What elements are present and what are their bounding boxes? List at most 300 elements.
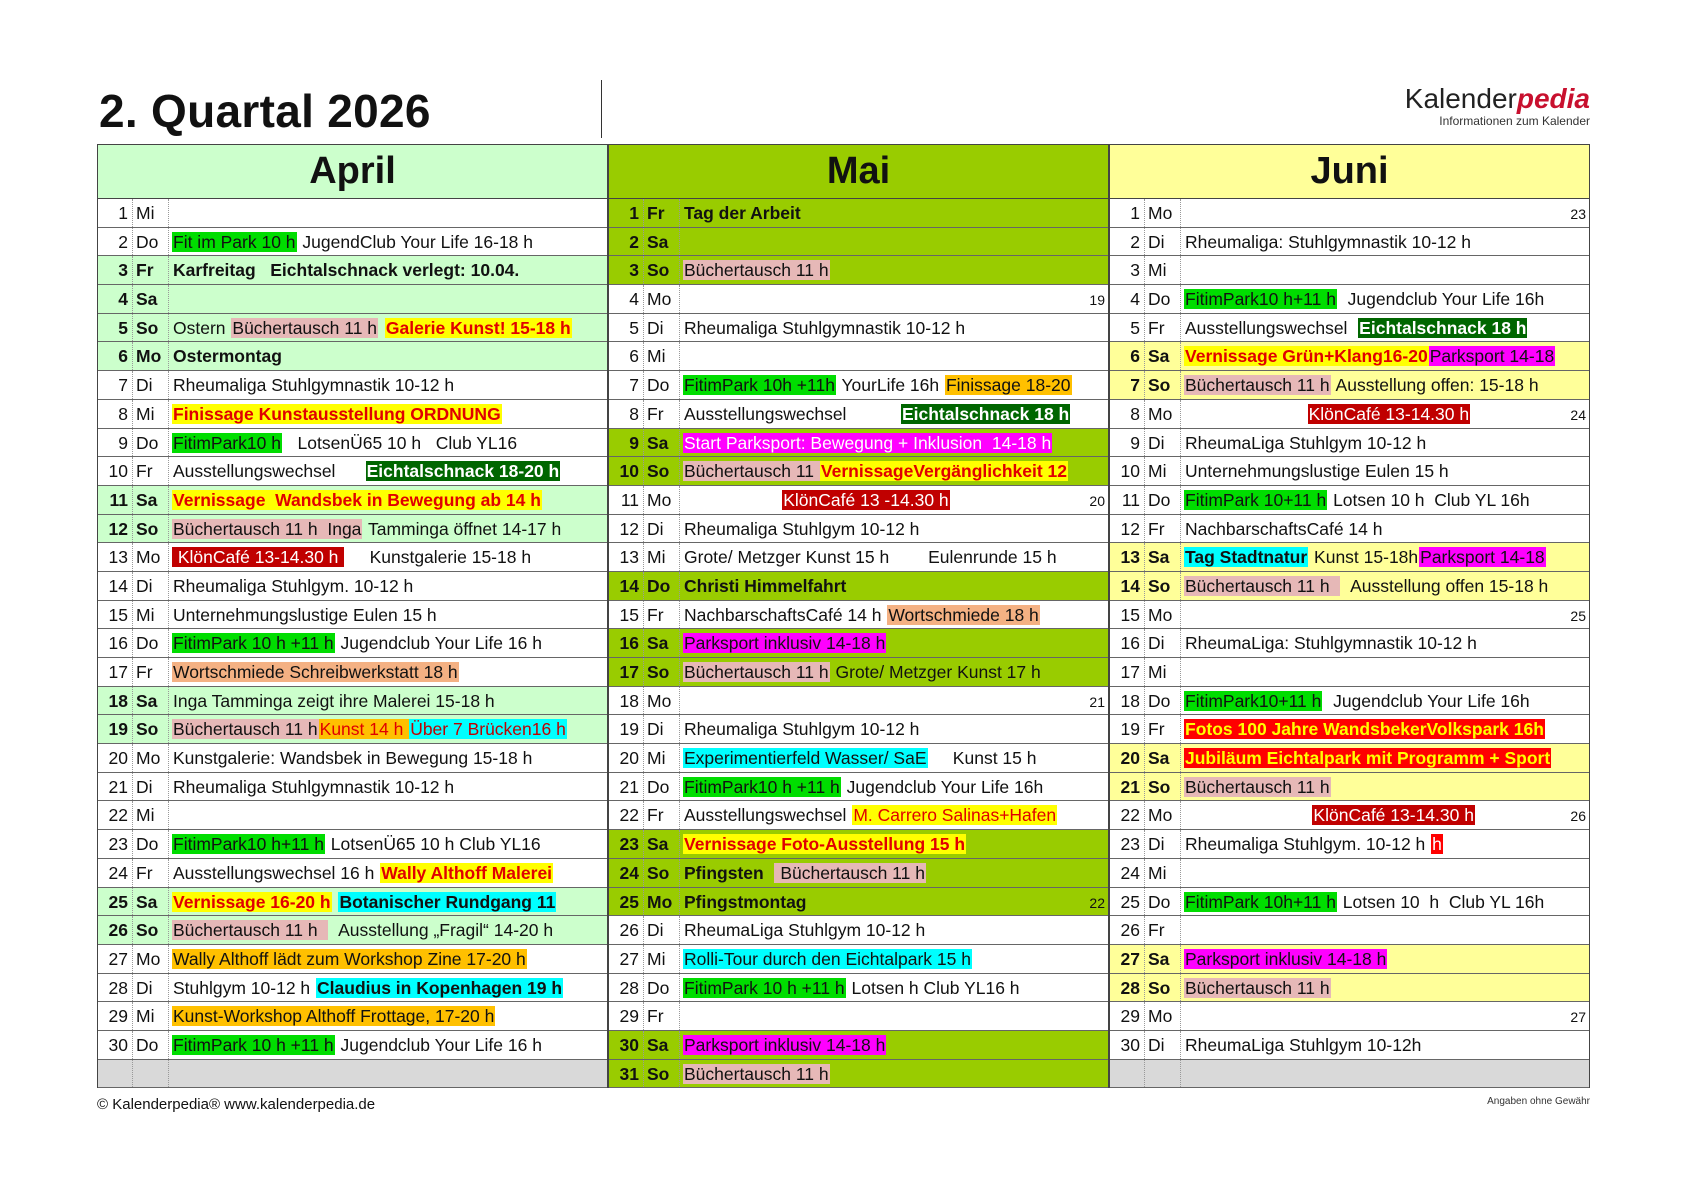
event-cell bbox=[168, 1031, 607, 1059]
event-cell bbox=[679, 859, 1108, 887]
day-number: 8 bbox=[118, 403, 128, 424]
event-text: Büchertausch 11 h bbox=[684, 662, 829, 682]
day-row bbox=[98, 916, 607, 945]
weekday: So bbox=[132, 916, 168, 944]
day-row bbox=[609, 371, 1108, 400]
day-number: 26 bbox=[98, 916, 132, 944]
event-text: Lotsen 10 h Club YL 16h bbox=[1328, 489, 1530, 510]
event-text: Rheumaliga Stuhlgymnastik 10-12 h bbox=[173, 776, 455, 797]
event-text: Eichtalschnack 18-20 h bbox=[366, 461, 560, 482]
day-row bbox=[1110, 486, 1589, 515]
day-number: 25 bbox=[609, 888, 643, 916]
weekday: Mo bbox=[1144, 801, 1180, 829]
day-number: 10 bbox=[1120, 461, 1140, 482]
event-cell bbox=[1180, 486, 1589, 514]
header bbox=[97, 80, 1590, 142]
event-text: Christi Himmelfahrt bbox=[684, 575, 847, 596]
day-row bbox=[98, 1002, 607, 1031]
event-text: Büchertausch 11 h bbox=[1185, 977, 1330, 998]
event-cell bbox=[168, 830, 607, 858]
event-cell bbox=[1180, 1002, 1589, 1030]
event-cell bbox=[168, 342, 607, 370]
day-row bbox=[609, 486, 1108, 515]
day-number: 9 bbox=[1130, 432, 1140, 453]
day-row bbox=[98, 744, 607, 773]
event-text: Jugendclub Your Life 16h bbox=[1337, 289, 1545, 310]
month-header: Juni bbox=[1110, 144, 1589, 199]
event-text: Rolli-Tour durch den Eichtalpark 15 h bbox=[684, 948, 971, 969]
day-number: 8 bbox=[629, 403, 639, 424]
event-text: FitimPark 10 h +11 h bbox=[173, 1034, 334, 1055]
event-text: Parksport 14-18 bbox=[1420, 547, 1545, 568]
weekday: Mo bbox=[132, 744, 168, 772]
event-text bbox=[683, 490, 782, 510]
event-text: Büchertausch 11 h bbox=[232, 317, 378, 338]
day-row bbox=[1110, 744, 1589, 773]
weekday: Mo bbox=[132, 342, 168, 370]
event-cell bbox=[1180, 801, 1589, 829]
day-number: 2 bbox=[1130, 231, 1140, 252]
weekday: Mo bbox=[1144, 601, 1180, 629]
day-row bbox=[98, 773, 607, 802]
weekday: Fr bbox=[1144, 314, 1180, 342]
event-text: Büchertausch 11 h bbox=[684, 1063, 829, 1084]
event-cell bbox=[679, 773, 1108, 801]
weekday: Mi bbox=[643, 945, 679, 973]
event-cell bbox=[1180, 916, 1589, 944]
weekday: Mi bbox=[1144, 457, 1180, 485]
event-text bbox=[378, 318, 385, 338]
day-number: 12 bbox=[1120, 518, 1140, 539]
event-cell bbox=[679, 888, 1108, 916]
event-cell bbox=[168, 256, 607, 284]
event-cell bbox=[168, 888, 607, 916]
day-row bbox=[609, 601, 1108, 630]
event-text: Jubiläum Eichtalpark mit Programm + Sport bbox=[1185, 748, 1551, 769]
event-text: LotsenÜ65 10 h Club YL16 bbox=[325, 834, 541, 855]
weekday: Mo bbox=[643, 285, 679, 313]
event-cell bbox=[1180, 859, 1589, 887]
day-number: 1 bbox=[118, 203, 128, 223]
weekday: Fr bbox=[132, 457, 168, 485]
event-cell bbox=[168, 945, 607, 973]
event-cell bbox=[679, 801, 1108, 829]
event-text: Büchertausch 11 h bbox=[173, 920, 328, 941]
event-text: Jugendclub Your Life 16h bbox=[1323, 690, 1530, 711]
day-number: 22 bbox=[108, 805, 128, 826]
event-cell bbox=[1180, 314, 1589, 342]
event-text: Büchertausch 11 h bbox=[1185, 375, 1330, 396]
day-number: 15 bbox=[1120, 604, 1140, 625]
day-row bbox=[1110, 1002, 1589, 1031]
weekday: Do bbox=[1144, 888, 1180, 916]
day-number: 18 bbox=[1120, 690, 1140, 711]
event-text: RheumaLiga Stuhlgym 10-12h bbox=[1185, 1034, 1422, 1055]
event-cell bbox=[1180, 1060, 1589, 1088]
day-number: 12 bbox=[98, 515, 132, 543]
day-number: 13 bbox=[619, 547, 639, 568]
event-text: Rheumaliga Stuhlgym 10-12 h bbox=[684, 518, 920, 539]
day-number: 11 bbox=[1121, 489, 1140, 510]
day-number: 20 bbox=[1110, 744, 1144, 772]
weekday: Sa bbox=[132, 888, 168, 916]
event-text: Wortschmiede Schreibwerkstatt 18 h bbox=[173, 662, 458, 682]
weekday: Di bbox=[643, 715, 679, 743]
month-column-juni bbox=[1109, 144, 1590, 1088]
day-row bbox=[1110, 515, 1589, 544]
weekday: Fr bbox=[643, 1002, 679, 1030]
day-number: 15 bbox=[619, 604, 639, 625]
event-text: Ausstellung „Fragil“ 14-20 h bbox=[329, 920, 554, 941]
event-text: Karfreitag Eichtalschnack verlegt: 10.04. bbox=[173, 260, 520, 281]
event-text: FitimPark10 h +11 h bbox=[684, 776, 840, 797]
event-cell bbox=[168, 916, 607, 944]
day-row bbox=[1110, 687, 1589, 716]
week-number: 24 bbox=[1570, 406, 1586, 423]
event-cell bbox=[168, 543, 607, 571]
footer-disclaimer: Angaben ohne Gewähr bbox=[1487, 1096, 1590, 1107]
event-cell bbox=[168, 515, 607, 543]
event-cell bbox=[168, 744, 607, 772]
event-cell bbox=[168, 1060, 607, 1088]
weekday: So bbox=[132, 515, 168, 543]
event-text: Ostern bbox=[173, 317, 231, 338]
day-row bbox=[609, 572, 1108, 601]
logo bbox=[1405, 84, 1590, 128]
weekday: Fr bbox=[1144, 515, 1180, 543]
weekday: Fr bbox=[132, 658, 168, 686]
day-row bbox=[609, 916, 1108, 945]
day-row bbox=[609, 945, 1108, 974]
day-number: 20 bbox=[619, 748, 639, 769]
day-number: 4 bbox=[1130, 289, 1140, 310]
event-cell bbox=[168, 859, 607, 887]
event-text: Ausstellung offen: 15-18 h bbox=[1331, 375, 1539, 396]
weekday: Mi bbox=[132, 199, 168, 227]
event-cell bbox=[1180, 429, 1589, 457]
weekday: So bbox=[132, 715, 168, 743]
footer bbox=[97, 1096, 1590, 1113]
day-row bbox=[1110, 658, 1589, 687]
day-row bbox=[609, 429, 1108, 458]
day-number: 28 bbox=[108, 977, 128, 998]
day-number: 30 bbox=[609, 1031, 643, 1059]
week-number: 27 bbox=[1570, 1009, 1586, 1026]
day-row bbox=[609, 400, 1108, 429]
weekday: Do bbox=[643, 974, 679, 1002]
event-cell bbox=[1180, 773, 1589, 801]
day-row bbox=[98, 199, 607, 228]
event-text: Eichtalschnack 18 h bbox=[901, 403, 1070, 424]
day-number: 2 bbox=[118, 231, 128, 252]
weekday: Do bbox=[132, 429, 168, 457]
day-row bbox=[98, 715, 607, 744]
event-cell bbox=[679, 515, 1108, 543]
weekday: Sa bbox=[1144, 342, 1180, 370]
event-text: Jugendclub Your Life 16 h bbox=[335, 1034, 542, 1055]
event-text: FitimPark 10 h +11 h bbox=[684, 977, 845, 998]
day-number: 21 bbox=[108, 776, 128, 797]
event-cell bbox=[679, 715, 1108, 743]
event-text: Rheumaliga: Stuhlgymnastik 10-12 h bbox=[1185, 231, 1471, 252]
event-text: Stuhlgym 10-12 h bbox=[173, 977, 316, 998]
event-text: LotsenÜ65 10 h Club YL16 bbox=[282, 432, 518, 453]
day-row bbox=[1110, 256, 1589, 285]
event-cell bbox=[1180, 945, 1589, 973]
event-cell bbox=[1180, 1031, 1589, 1059]
event-text: M. Carrero Salinas+Hafen bbox=[853, 805, 1057, 826]
weekday: Di bbox=[1144, 228, 1180, 256]
day-row bbox=[1110, 371, 1589, 400]
event-cell bbox=[679, 1060, 1108, 1088]
day-row bbox=[98, 228, 607, 257]
event-cell bbox=[679, 916, 1108, 944]
day-number: 4 bbox=[629, 289, 639, 310]
day-number: 16 bbox=[609, 629, 643, 657]
day-number: 19 bbox=[619, 719, 639, 740]
event-cell bbox=[1180, 256, 1589, 284]
weekday: So bbox=[643, 457, 679, 485]
event-text: Grote/ Metzger Kunst 15 h Eulenrunde 15 h bbox=[684, 547, 1057, 568]
event-text: FitimPark10+11 h bbox=[1185, 690, 1322, 711]
event-cell bbox=[679, 744, 1108, 772]
weekday: Sa bbox=[132, 285, 168, 313]
weekday: Fr bbox=[643, 601, 679, 629]
event-text: YourLife 16h bbox=[836, 375, 944, 396]
month-column-mai bbox=[608, 144, 1109, 1088]
event-text: Parksport inklusiv 14-18 h bbox=[684, 1034, 886, 1055]
day-number: 22 bbox=[619, 805, 639, 826]
day-number: 24 bbox=[609, 859, 643, 887]
event-text: Galerie Kunst! 15-18 h bbox=[385, 317, 571, 338]
day-number bbox=[98, 1060, 132, 1088]
weekday: Do bbox=[132, 830, 168, 858]
event-text bbox=[1184, 805, 1312, 825]
day-number: 26 bbox=[619, 920, 639, 941]
event-cell bbox=[679, 256, 1108, 284]
event-text: Vernissage Foto-Ausstellung 15 h bbox=[684, 834, 966, 855]
week-number: 26 bbox=[1570, 808, 1586, 825]
weekday: Do bbox=[643, 773, 679, 801]
day-number: 7 bbox=[1110, 371, 1144, 399]
day-number: 25 bbox=[1120, 891, 1140, 912]
day-number: 5 bbox=[98, 314, 132, 342]
event-cell bbox=[168, 199, 607, 227]
day-row bbox=[1110, 429, 1589, 458]
weekday: Fr bbox=[643, 400, 679, 428]
day-number: 24 bbox=[1120, 862, 1140, 883]
day-row bbox=[1110, 400, 1589, 429]
day-row bbox=[98, 429, 607, 458]
event-text: h bbox=[1432, 834, 1442, 855]
weekday: Sa bbox=[1144, 945, 1180, 973]
day-row bbox=[1110, 888, 1589, 917]
event-cell bbox=[168, 1002, 607, 1030]
event-cell bbox=[679, 629, 1108, 657]
event-cell bbox=[679, 400, 1108, 428]
event-text: FitimPark10 h+11 h bbox=[1185, 289, 1336, 310]
day-number: 17 bbox=[108, 662, 128, 682]
day-number: 1 bbox=[609, 199, 643, 227]
weekday: Mo bbox=[132, 945, 168, 973]
event-cell bbox=[1180, 400, 1589, 428]
weekday: Do bbox=[1144, 285, 1180, 313]
event-cell bbox=[168, 314, 607, 342]
day-row bbox=[98, 658, 607, 687]
day-row bbox=[1110, 974, 1589, 1003]
event-text: Jugendclub Your Life 16h bbox=[841, 776, 1044, 797]
weekday: Mo bbox=[1144, 1002, 1180, 1030]
day-number: 8 bbox=[1130, 403, 1140, 424]
event-cell bbox=[679, 486, 1108, 514]
day-number: 9 bbox=[609, 429, 643, 457]
day-row bbox=[609, 629, 1108, 658]
event-cell bbox=[679, 342, 1108, 370]
event-text: Tamminga öffnet 14-17 h bbox=[363, 518, 562, 539]
event-cell bbox=[168, 400, 607, 428]
day-row bbox=[609, 859, 1108, 888]
event-cell bbox=[679, 830, 1108, 858]
event-cell bbox=[679, 199, 1108, 227]
day-number: 29 bbox=[1120, 1006, 1140, 1027]
day-row bbox=[609, 744, 1108, 773]
day-row bbox=[1110, 629, 1589, 658]
week-number: 22 bbox=[1089, 894, 1105, 911]
event-text: FitimPark 10h+11 h bbox=[1185, 891, 1336, 912]
event-text: Parksport 14-18 bbox=[1429, 346, 1555, 367]
weekday: Di bbox=[132, 974, 168, 1002]
day-number: 9 bbox=[118, 432, 128, 453]
day-row bbox=[98, 515, 607, 544]
weekday: Sa bbox=[643, 429, 679, 457]
event-cell bbox=[679, 945, 1108, 973]
event-cell bbox=[1180, 515, 1589, 543]
day-number: 24 bbox=[108, 862, 128, 883]
day-row bbox=[98, 256, 607, 285]
event-text: Wally Althoff lädt zum Workshop Zine 17-20 h bbox=[173, 948, 526, 969]
day-number: 19 bbox=[98, 715, 132, 743]
day-number: 10 bbox=[108, 461, 128, 482]
event-cell bbox=[1180, 974, 1589, 1002]
event-text: Büchertausch 11 h bbox=[775, 862, 925, 883]
day-row bbox=[1110, 342, 1589, 371]
event-cell bbox=[1180, 888, 1589, 916]
weekday: Mi bbox=[1144, 256, 1180, 284]
day-row bbox=[98, 601, 607, 630]
day-number: 26 bbox=[1120, 920, 1140, 941]
weekday: Mi bbox=[643, 543, 679, 571]
day-row bbox=[98, 859, 607, 888]
event-cell bbox=[168, 715, 607, 743]
weekday: Fr bbox=[132, 859, 168, 887]
day-number: 6 bbox=[629, 346, 639, 367]
event-cell bbox=[168, 371, 607, 399]
weekday: So bbox=[643, 1060, 679, 1088]
event-text: Kunst-Workshop Althoff Frottage, 17-20 h bbox=[173, 1006, 495, 1027]
event-cell bbox=[1180, 228, 1589, 256]
event-cell bbox=[679, 285, 1108, 313]
weekday: Sa bbox=[643, 629, 679, 657]
event-text: FitimPark 10 h +11 h bbox=[173, 633, 334, 654]
event-cell bbox=[679, 974, 1108, 1002]
event-text: Ausstellungswechsel bbox=[173, 461, 365, 482]
weekday: Di bbox=[1144, 830, 1180, 858]
event-cell bbox=[1180, 629, 1589, 657]
weekday: Mo bbox=[643, 486, 679, 514]
day-row bbox=[609, 974, 1108, 1003]
event-cell bbox=[1180, 658, 1589, 686]
day-row bbox=[1110, 945, 1589, 974]
day-row bbox=[1110, 830, 1589, 859]
weekday: Do bbox=[643, 572, 679, 600]
event-text: Pfingstmontag bbox=[684, 891, 807, 912]
day-row bbox=[1110, 601, 1589, 630]
day-number: 1 bbox=[1130, 203, 1140, 223]
day-row bbox=[609, 314, 1108, 343]
day-number: 16 bbox=[1120, 633, 1140, 654]
event-cell bbox=[679, 687, 1108, 715]
day-row bbox=[609, 687, 1108, 716]
event-text: KlönCafé 13 -14.30 h bbox=[783, 489, 949, 510]
day-number: 31 bbox=[609, 1060, 643, 1088]
day-row bbox=[98, 888, 607, 917]
event-text: Ausstellungswechsel 16 h bbox=[173, 862, 380, 883]
event-cell bbox=[679, 314, 1108, 342]
weekday: Do bbox=[643, 371, 679, 399]
event-cell bbox=[1180, 744, 1589, 772]
weekday: Do bbox=[1144, 687, 1180, 715]
day-number: 30 bbox=[1120, 1034, 1140, 1055]
event-text: Fit im Park 10 h bbox=[173, 231, 296, 252]
event-text: Unternehmungslustige Eulen 15 h bbox=[173, 604, 437, 625]
logo-subtitle: Informationen zum Kalender bbox=[1439, 114, 1590, 128]
event-cell bbox=[679, 572, 1108, 600]
weekday: Sa bbox=[643, 830, 679, 858]
day-number: 29 bbox=[108, 1006, 128, 1027]
event-cell bbox=[1180, 687, 1589, 715]
day-row bbox=[609, 715, 1108, 744]
day-row bbox=[1110, 314, 1589, 343]
day-row bbox=[1110, 801, 1589, 830]
day-row bbox=[609, 658, 1108, 687]
weekday: Do bbox=[1144, 486, 1180, 514]
event-text: Rheumaliga Stuhlgymnastik 10-12 h bbox=[684, 317, 966, 338]
weekday: So bbox=[1144, 371, 1180, 399]
event-cell bbox=[168, 457, 607, 485]
month-column-april bbox=[97, 144, 608, 1088]
day-number: 5 bbox=[629, 317, 639, 338]
event-text: Parksport inklusiv 14-18 h bbox=[1185, 948, 1387, 969]
weekday: So bbox=[132, 314, 168, 342]
event-text: Büchertausch 11 h bbox=[684, 260, 829, 281]
weekday: Mo bbox=[643, 888, 679, 916]
day-number: 14 bbox=[108, 575, 128, 596]
day-number: 3 bbox=[98, 256, 132, 284]
weekday: Mo bbox=[132, 543, 168, 571]
day-row bbox=[609, 888, 1108, 917]
day-row bbox=[609, 1031, 1108, 1060]
week-number: 19 bbox=[1089, 292, 1105, 309]
week-number: 21 bbox=[1089, 693, 1105, 710]
day-row bbox=[98, 629, 607, 658]
event-cell bbox=[168, 429, 607, 457]
weekday: Sa bbox=[643, 1031, 679, 1059]
month-header: April bbox=[98, 144, 607, 199]
day-row bbox=[1110, 199, 1589, 228]
day-number: 22 bbox=[1120, 805, 1140, 826]
event-text: VernissageVergänglichkeit 12 bbox=[820, 461, 1068, 482]
event-cell bbox=[168, 687, 607, 715]
